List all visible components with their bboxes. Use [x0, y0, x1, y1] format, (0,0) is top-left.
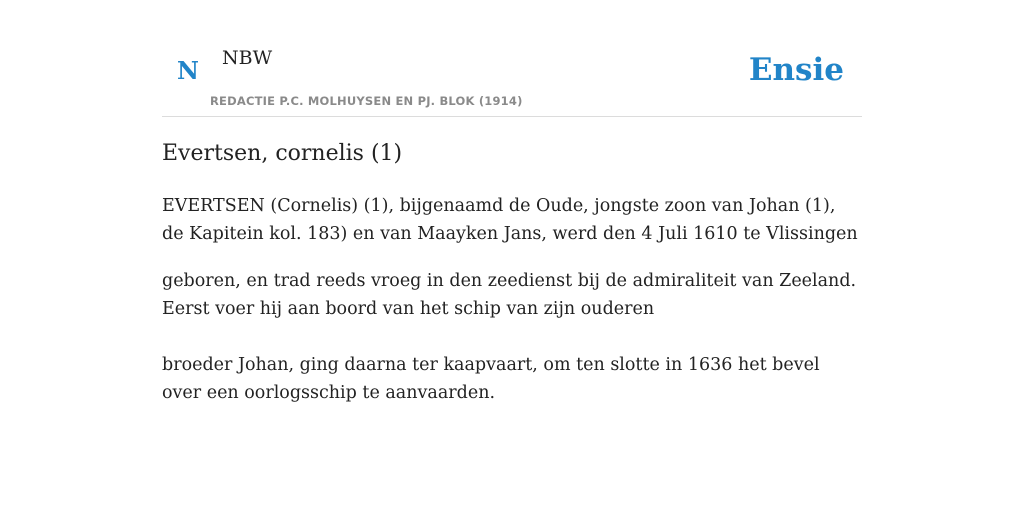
brand-logo[interactable]: Ensie [748, 52, 844, 88]
article-paragraph: EVERTSEN (Cornelis) (1), bijgenaamd de Oude, jongste zoon van Johan (1), de Kapitein kol. 183) en van Maayken Jans, werd den 4 Juli 1610 te Vlissingen [162, 196, 858, 244]
article-title: Evertsen, cornelis (1) [162, 141, 403, 166]
source-logo[interactable]: N [177, 56, 199, 85]
article-paragraph: broeder Johan, ging daarna ter kaapvaart, om ten slotte in 1636 het bevel over een oorlogsschip te aanvaarden. [162, 355, 820, 403]
article-paragraph: geboren, en trad reeds vroeg in den zeedienst bij de admiraliteit van Zeeland. Eerst voer hij aan boord van het schip van zijn ouderen [162, 271, 857, 319]
page-header [162, 0, 862, 117]
source-subtitle: REDACTIE P.C. MOLHUYSEN EN PJ. BLOK (1914) [210, 94, 523, 108]
source-name[interactable]: NBW [222, 47, 273, 69]
